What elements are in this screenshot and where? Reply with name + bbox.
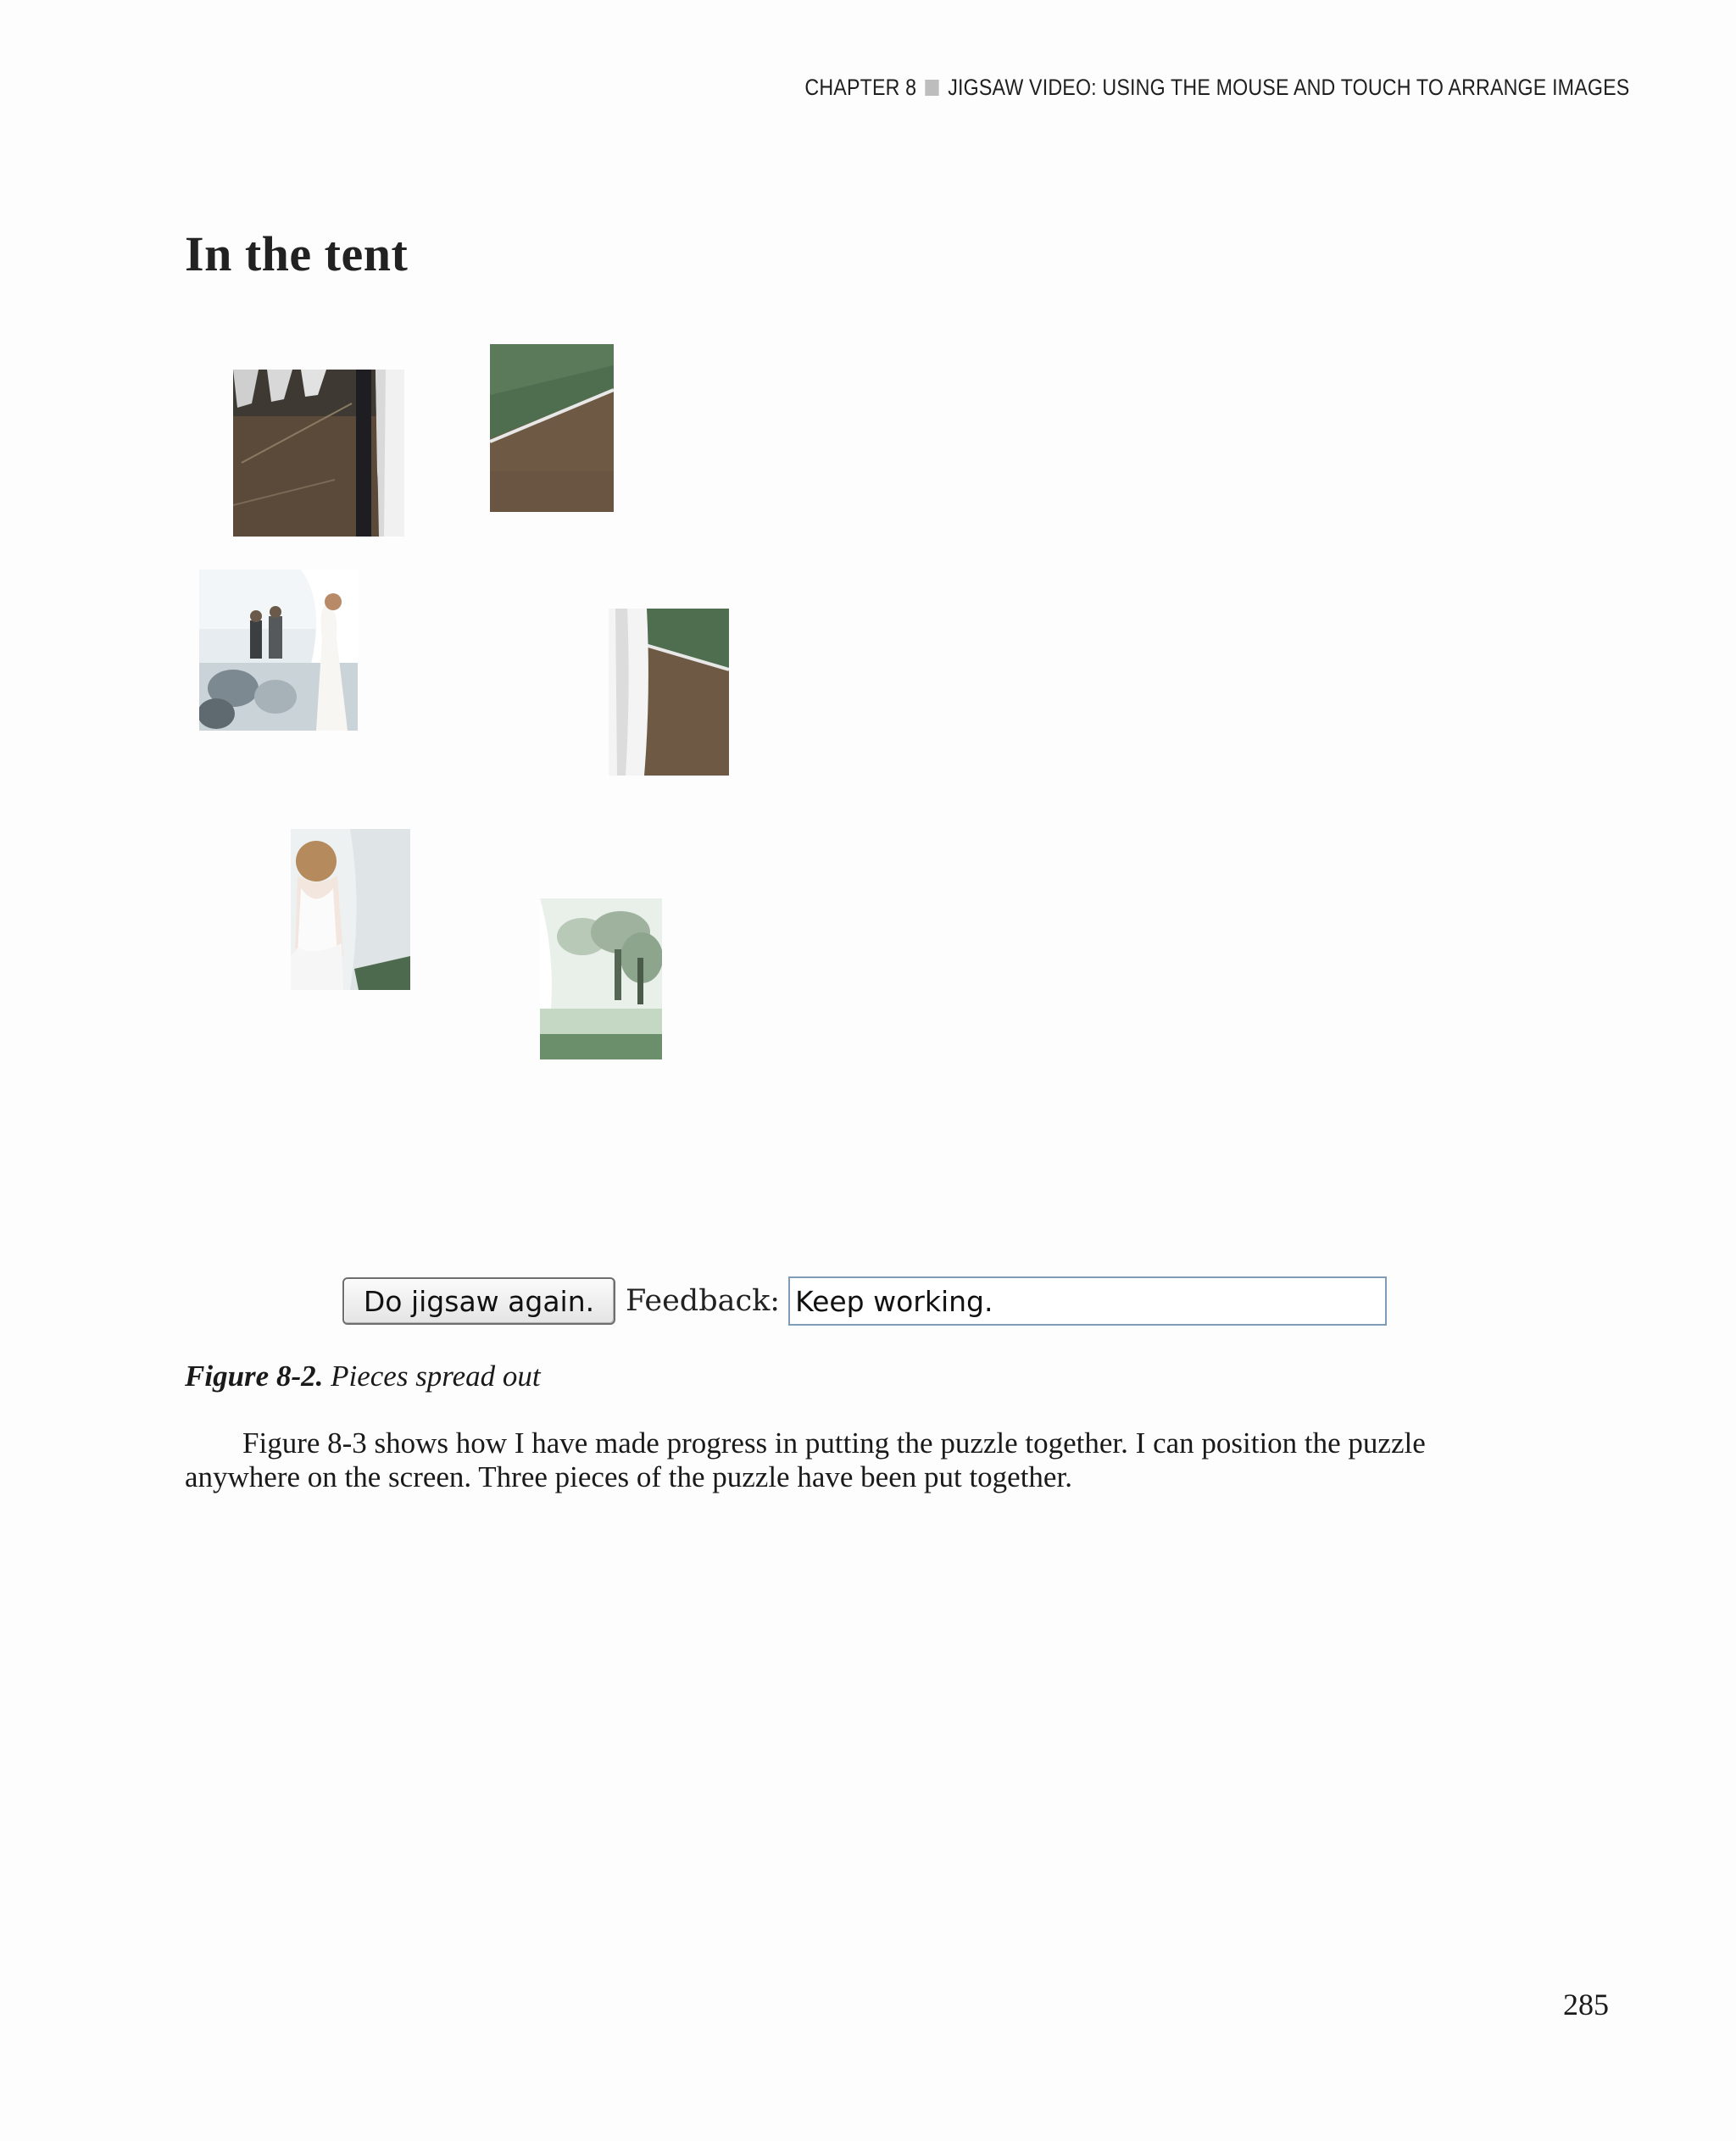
puzzle-piece-2-image xyxy=(490,344,614,512)
header-separator-square xyxy=(925,80,938,96)
figure-caption-number: Figure 8-2. xyxy=(185,1360,324,1393)
running-header xyxy=(804,75,1629,101)
header-title: JIGSAW VIDEO: USING THE MOUSE AND TOUCH TO ARRANGE IMAGES xyxy=(947,75,1629,100)
feedback-field[interactable] xyxy=(788,1276,1387,1326)
puzzle-piece-1-image xyxy=(233,370,404,537)
jigsaw-app-screenshot xyxy=(178,212,1382,1339)
body-paragraph: Figure 8-3 shows how I have made progress in putting the puzzle together. I can position the puzzle anywhere on the screen. Three pieces of the puzzle have been put together. xyxy=(185,1426,1426,1493)
puzzle-piece-2[interactable] xyxy=(490,344,614,512)
puzzle-piece-5-image xyxy=(291,829,410,990)
header-chapter: CHAPTER 8 xyxy=(804,75,916,100)
jigsaw-controls xyxy=(342,1276,1387,1326)
puzzle-piece-1[interactable] xyxy=(233,370,404,537)
puzzle-piece-3-image xyxy=(199,570,358,731)
page-number: 285 xyxy=(1563,1988,1609,2021)
feedback-label: Feedback: xyxy=(626,1284,781,1318)
puzzle-piece-6-image xyxy=(540,898,662,1059)
puzzle-piece-5[interactable] xyxy=(291,829,410,990)
puzzle-piece-3[interactable] xyxy=(199,570,358,731)
figure-caption-text: Pieces spread out xyxy=(331,1360,541,1393)
puzzle-piece-6[interactable] xyxy=(540,898,662,1059)
do-jigsaw-again-button[interactable]: Do jigsaw again. xyxy=(342,1277,615,1325)
figure-caption xyxy=(185,1360,541,1393)
puzzle-piece-4-image xyxy=(609,609,729,776)
puzzle-piece-4[interactable] xyxy=(609,609,729,776)
app-title: In the tent xyxy=(185,226,409,281)
